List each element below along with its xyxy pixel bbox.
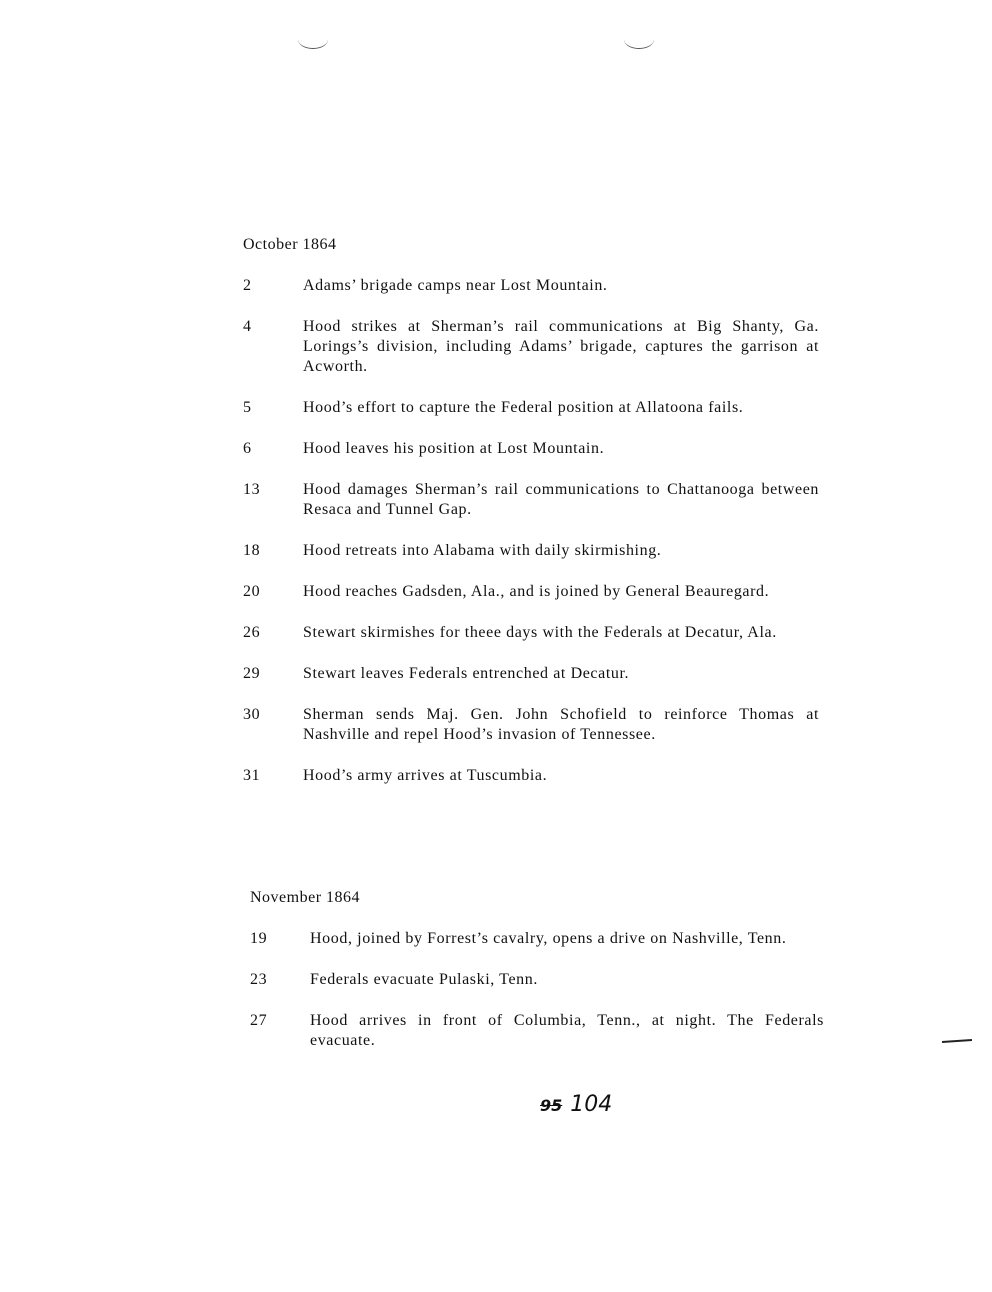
- current-page-number: 104: [570, 1092, 613, 1117]
- entry-day: 27: [250, 1012, 268, 1029]
- entry-day: 6: [243, 440, 252, 457]
- handwritten-page-number: [540, 1092, 612, 1117]
- chronology-entry: [250, 970, 824, 990]
- chronology-entry: [243, 398, 819, 418]
- chronology-entry: [250, 1011, 824, 1051]
- entry-text: Hood’s effort to capture the Federal position at Allatoona fails.: [303, 399, 744, 416]
- entry-day: 13: [243, 481, 261, 498]
- chronology-entry: [243, 705, 819, 745]
- entry-text: Hood strikes at Sherman’s rail communications at Big Shanty, Ga. Lorings’s division, including Adams’ brigade, captures the garrison at Acworth.: [303, 318, 819, 375]
- entry-day: 4: [243, 318, 252, 335]
- november-section: [250, 889, 824, 1072]
- binder-hole-mark-left: [298, 30, 328, 49]
- entry-text: Hood’s army arrives at Tuscumbia.: [303, 767, 548, 784]
- entry-text: Federals evacuate Pulaski, Tenn.: [310, 971, 538, 988]
- binder-hole-mark-right: [624, 30, 654, 49]
- entry-text: Stewart skirmishes for theee days with the Federals at Decatur, Ala.: [303, 624, 777, 641]
- chronology-entry: [243, 582, 819, 602]
- entry-day: 5: [243, 399, 252, 416]
- entry-day: 2: [243, 277, 252, 294]
- chronology-entry: [243, 623, 819, 643]
- chronology-entry: [243, 317, 819, 377]
- entry-text: Hood arrives in front of Columbia, Tenn., at night. The Federals evacuate.: [310, 1012, 824, 1049]
- struck-page-number: 95: [540, 1096, 563, 1115]
- entry-text: Sherman sends Maj. Gen. John Schofield to reinforce Thomas at Nashville and repel Hood’s invasion of Tennessee.: [303, 706, 819, 743]
- entry-day: 30: [243, 706, 261, 723]
- chronology-entry: [243, 664, 819, 684]
- chronology-entry: [243, 276, 819, 296]
- entry-day: 26: [243, 624, 261, 641]
- october-entries: [243, 276, 819, 786]
- entry-text: Hood reaches Gadsden, Ala., and is joined by General Beauregard.: [303, 583, 770, 600]
- chronology-entry: [243, 766, 819, 786]
- entry-day: 18: [243, 542, 261, 559]
- october-section: [243, 236, 819, 807]
- november-entries: [250, 929, 824, 1051]
- entry-day: 19: [250, 930, 268, 947]
- entry-text: Hood retreats into Alabama with daily skirmishing.: [303, 542, 662, 559]
- entry-text: Stewart leaves Federals entrenched at Decatur.: [303, 665, 630, 682]
- entry-text: Hood damages Sherman’s rail communications to Chattanooga between Resaca and Tunnel Gap.: [303, 481, 819, 518]
- month-heading: October 1864: [243, 236, 337, 253]
- entry-day: 31: [243, 767, 261, 784]
- entry-day: 20: [243, 583, 261, 600]
- chronology-entry: [243, 439, 819, 459]
- entry-day: 23: [250, 971, 268, 988]
- entry-text: Hood, joined by Forrest’s cavalry, opens a drive on Nashville, Tenn.: [310, 930, 787, 947]
- entry-text: Hood leaves his position at Lost Mountain.: [303, 440, 605, 457]
- entry-day: 29: [243, 665, 261, 682]
- entry-text: Adams’ brigade camps near Lost Mountain.: [303, 277, 608, 294]
- month-heading: November 1864: [250, 889, 361, 906]
- chronology-entry: [243, 541, 819, 561]
- chronology-entry: [250, 929, 824, 949]
- margin-mark: [942, 1039, 972, 1043]
- chronology-entry: [243, 480, 819, 520]
